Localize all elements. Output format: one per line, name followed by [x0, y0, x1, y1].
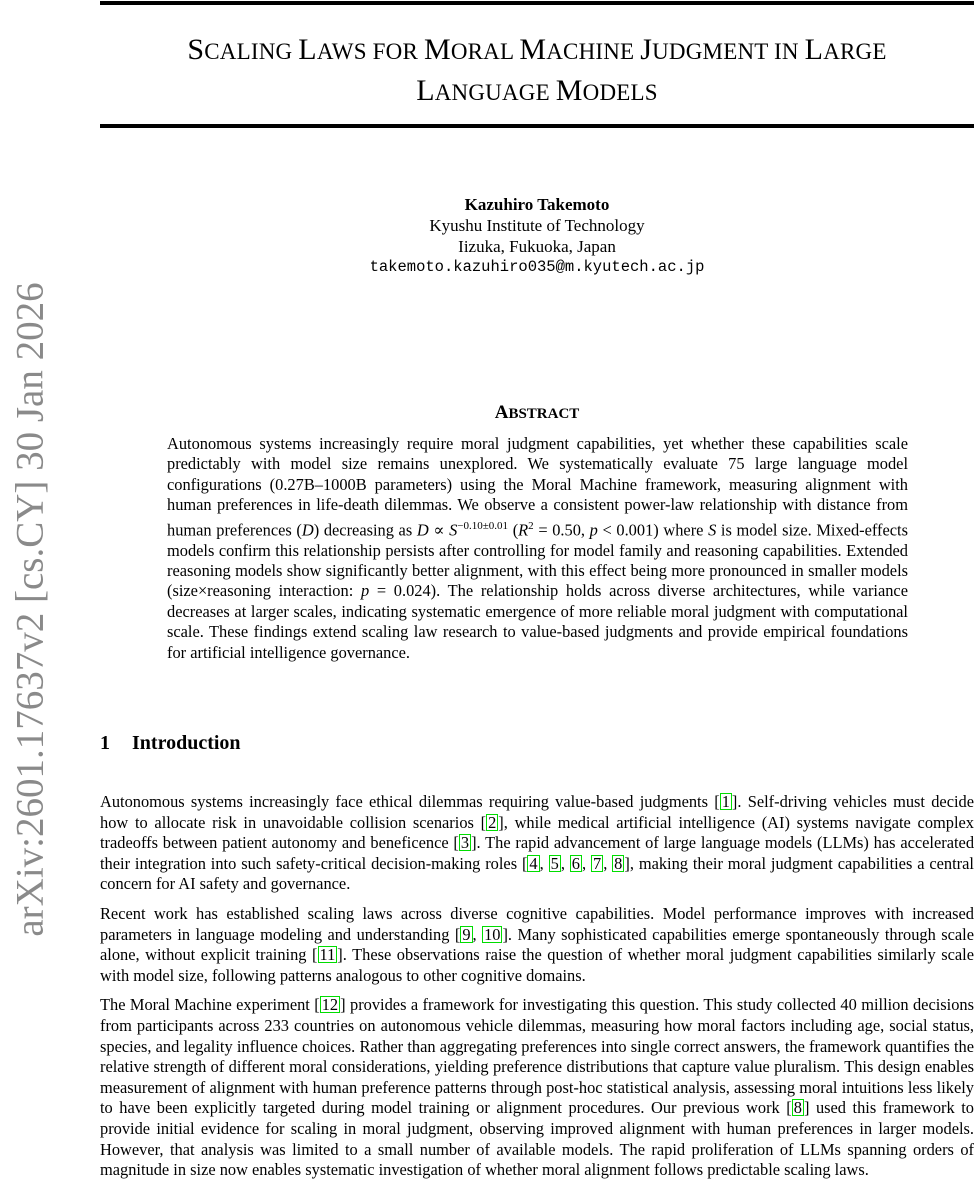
paragraph: Recent work has established scaling laws across diverse cognitive capabilities. Model performance improves with increased parameters in language modeling and understanding [ 9 , 10 ]. Many sophisticated capabilities emerge spontaneously through scale alone, without explicit training [ 11 ]. These observations raise the question of whether moral judgment capabilities similarly scale with model size, following patterns analogous to other cognitive domains. [100, 903, 974, 985]
title-word-rest: ARGE [823, 39, 887, 64]
paragraph-fragment: ] provides a framework for investigating this question. This study collected 40 million decisions from participants across 233 countries on autonomous vehicle dilemmas, measuring how moral factors including age, social status, species, and legality influence choices. Rather than aggregating preferences into single correct answers, the framework quantifies the relative strength of different moral considerations, yielding preference distributions that capture value pluralism. This design enables measurement of alignment with human preference patterns through post-hoc statistical analysis, assessing moral intuitions less likely to have been explicitly targeted during model training or alignment procedures. Our previous work [ [100, 995, 974, 1118]
title-word-rest: ODELS [582, 80, 658, 105]
introduction-body [100, 792, 974, 1190]
paragraph-fragment: The Moral Machine experiment [ [100, 995, 320, 1015]
paragraph-fragment: ] used this framework to provide initial evidence for scaling in moral judgment, observing improved alignment with human preferences in larger models. However, that analysis was limited to a small number of available models. The rapid proliferation of LLMs spanning orders of magnitude in size now enables systematic investigation of whether moral alignment follows predictable scaling laws. [100, 1098, 974, 1180]
paragraph-fragment: ]. The rapid advancement of large language models (LLMs) has accelerated their integration into such safety-critical decision-making roles [ [100, 833, 974, 873]
math-variable: S [708, 520, 717, 540]
paragraph-fragment: ]. Many sophisticated capabilities emerge spontaneously through scale alone, without explicit training [ [100, 924, 974, 965]
abstract-heading-cap: A [494, 402, 509, 423]
citation-link[interactable]: 7 [592, 853, 602, 873]
citation-link[interactable]: 9 [462, 924, 471, 944]
math-variable: D [416, 520, 429, 540]
title-word-rest: ACHINE [546, 39, 641, 64]
math-operator: ∝ [428, 520, 450, 540]
title-word-cap: M [519, 33, 547, 66]
paper-title [100, 30, 974, 112]
title-word-cap: L [298, 33, 317, 66]
citation-link[interactable]: 2 [488, 812, 497, 832]
abstract-fragment: ) where [653, 520, 709, 540]
math-variable: p [589, 520, 598, 540]
math-variable: p [360, 581, 370, 601]
section-number: 1 [100, 732, 110, 754]
author-block [100, 194, 974, 278]
paragraph-fragment: ], making their moral judgment capabilities a central concern for AI safety and governance. [100, 853, 974, 894]
title-word-cap: M [555, 74, 583, 107]
section-heading-introduction [100, 732, 241, 755]
arxiv-sidebar [0, 0, 60, 1200]
citation-link[interactable]: 12 [321, 995, 339, 1015]
math-value: < 0.001 [597, 520, 654, 540]
title-bottom-rule [100, 124, 974, 128]
math-variable: S [449, 520, 458, 540]
title-word-cap: J [640, 33, 653, 66]
title-line-1 [100, 30, 974, 71]
math-variable: D [301, 520, 314, 540]
abstract-fragment: = 0.024). The relationship holds across diverse architectures, while variance decreases at larger scales, indicating systematic emergence of more reliable moral judgment with computational scale. These findings extend scaling law research to value-based judgments and provide empirical foundations for artificial intelligence governance. [167, 581, 908, 662]
title-word-cap: M [423, 33, 451, 66]
title-top-rule [100, 1, 974, 5]
citation-link[interactable]: 11 [319, 945, 336, 965]
title-word-rest: AWS FOR [316, 39, 424, 64]
math-value: = 0.50, [533, 520, 585, 540]
arxiv-identifier: arXiv:2601.17637v2 [cs.CY] 30 Jan 2026 [8, 282, 52, 937]
author-email[interactable]: takemoto.kazuhiro035@m.kyutech.ac.jp [369, 258, 705, 276]
author-location: Iizuka, Fukuoka, Japan [458, 237, 616, 256]
abstract-fragment: is model size. Mixed-effects models confirm this relationship persists after controlling for model family and reasoning capabilities. Extended reasoning models show significantly better alignment, with this effect being more pronounced in smaller models (size×reasoning interaction: [167, 520, 908, 601]
title-word-rest: UDGMENT IN [652, 39, 805, 64]
citation-link[interactable]: 1 [721, 792, 730, 811]
citation-link[interactable]: 5 [550, 853, 559, 873]
title-word-cap: S [187, 33, 205, 66]
abstract-fragment: Autonomous systems increasingly require moral judgment capabilities, yet whether these capabilities scale predictably with model size remains unexplored. We systematically evaluate 75 large language model configurations (0.27B–1000B parameters) using the Moral Machine framework, measuring alignment with human preferences in life-death dilemmas. We observe a consistent power-law relationship with distance from human preferences ( [167, 434, 908, 540]
title-word-rest: CALING [204, 39, 299, 64]
citation-link[interactable]: 8 [614, 853, 623, 873]
abstract-fragment: ( [508, 520, 519, 540]
title-word-cap: L [804, 33, 824, 66]
abstract-heading-rest: BSTRACT [508, 406, 580, 422]
author-affiliation: Kyushu Institute of Technology [429, 216, 645, 235]
author-name: Kazuhiro Takemoto [464, 195, 610, 214]
abstract-heading [100, 402, 974, 425]
paragraph-fragment: ]. Self-driving vehicles must decide how to allocate risk in unavoidable collision scenarios [ [100, 792, 974, 832]
title-word-rest: ORAL [450, 39, 520, 64]
abstract-fragment: ) decreasing as [313, 520, 417, 540]
math-exponent: 2 [528, 519, 534, 532]
paragraph-fragment: ]. These observations raise the question of whether moral judgment capabilities similarly scale with model size, following patterns analogous to other cognitive domains. [100, 945, 974, 985]
title-word-cap: L [416, 74, 435, 107]
citation-link[interactable]: 3 [460, 833, 470, 853]
paragraph-fragment: Autonomous systems increasingly face ethical dilemmas requiring value-based judgments [ [100, 792, 720, 811]
paragraph: Autonomous systems increasingly face ethical dilemmas requiring value-based judgments [ 1 ]. Self-driving vehicles must decide how to allocate risk in unavoidable collision scenarios [ 2 ], while medical artificial intelligence (AI) systems navigate complex tradeoffs between patient autonomy and beneficence [ 3 ]. The rapid advancement of large language models (LLMs) has accelerated their integration into such safety-critical decision-making roles [ 4 , 5 , 6 , 7 , 8 ], making their moral judgment capabilities a central concern for AI safety and governance. [100, 792, 974, 894]
title-word-rest: ANGUAGE [434, 80, 556, 105]
citation-link[interactable]: 4 [529, 853, 538, 873]
math-exponent: −0.10±0.01 [457, 519, 509, 532]
citation-link[interactable]: 8 [793, 1098, 802, 1118]
title-line-2 [100, 71, 974, 112]
abstract-text [167, 434, 908, 663]
citation-link[interactable]: 10 [484, 924, 501, 944]
citation-link[interactable]: 6 [571, 853, 580, 873]
paragraph-fragment: Recent work has established scaling laws across diverse cognitive capabilities. Model performance improves with increased parameters in language modeling and understanding [ [100, 903, 974, 944]
math-variable: R [518, 520, 529, 540]
paragraph [100, 995, 974, 1180]
paragraph-fragment: ], while medical artificial intelligence (AI) systems navigate complex tradeoffs between patient autonomy and beneficence [ [100, 812, 974, 853]
section-title: Introduction [132, 732, 241, 754]
